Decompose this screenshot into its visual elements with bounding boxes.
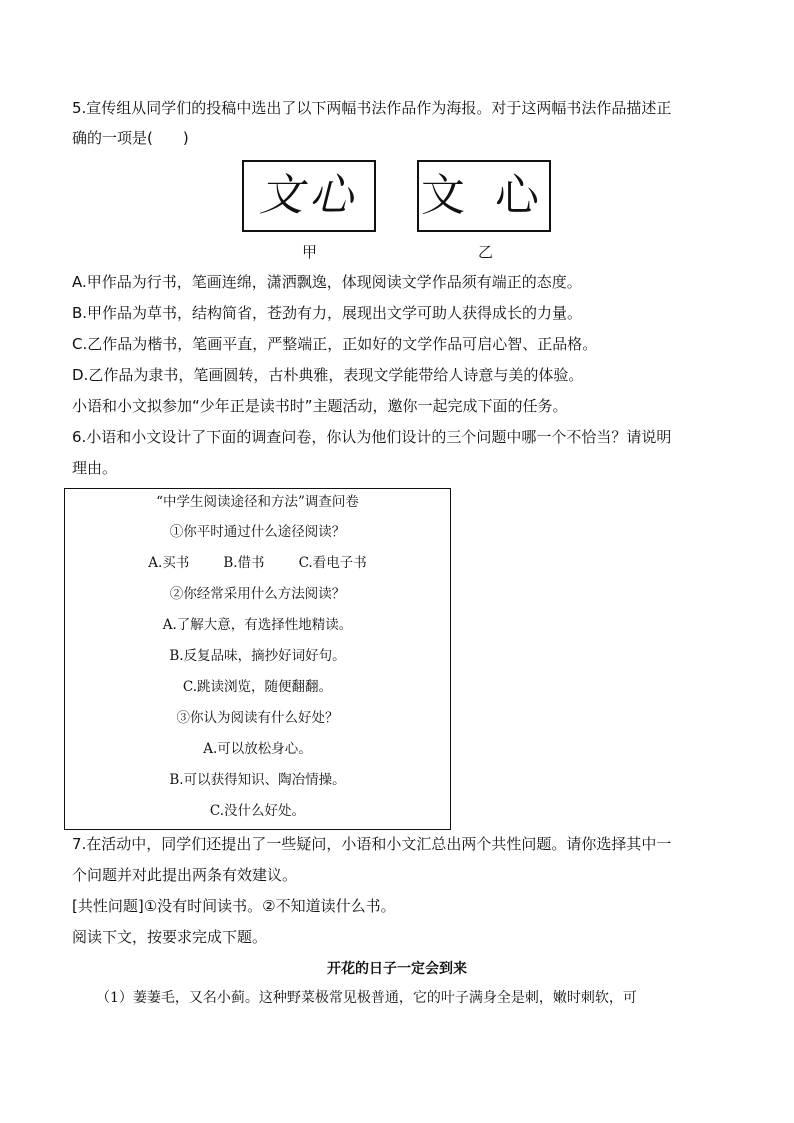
survey-q1-option-c: C.看电子书 [298,555,367,571]
q5-line2: 确的一项是( ) [72,129,189,147]
q7-common-problems: [共性问题]①没有时间读书。②不知道读什么书。 [72,897,396,915]
reading-title: 开花的日子一定会到来 [327,961,467,977]
survey-q3-option-b: B.可以获得知识、陶冶情操。 [169,772,346,788]
q5-line1: 5.宣传组从同学们的投稿中选出了以下两幅书法作品作为海报。对于这两幅书法作品描述正 [72,99,672,117]
survey-title: “中学生阅读途径和方法”调查问卷 [156,494,359,510]
survey-q1: ①你平时通过什么途径阅读？ [169,524,346,540]
survey-q1-option-a: A.买书 [148,555,190,571]
survey-box [64,488,451,830]
q5-option-b: B.甲作品为草书，结构简省，苍劲有力，展现出文学可助人获得成长的力量。 [72,304,583,322]
survey-q1-options [65,554,450,572]
survey-q2-option-b: B.反复品味，摘抄好词好句。 [169,648,346,664]
q7-line2: 个问题并对此提出两条有效建议。 [72,866,298,884]
calligraphy-work-yi [417,160,551,232]
q5-option-a: A.甲作品为行书，笔画连绵，潇洒飘逸，体现阅读文学作品须有端正的态度。 [72,273,582,291]
survey-q3-option-a: A.可以放松身心。 [203,741,312,757]
q6-line2: 理由。 [72,459,118,477]
q6-line1: 6.小语和小文设计了下面的调查问卷，你认为他们设计的三个问题中哪一个不恰当？请说明 [72,428,672,446]
caption-jia: 甲 [302,243,318,261]
q7-line1: 7.在活动中，同学们还提出了一些疑问，小语和小文汇总出两个共性问题。请你选择其中一 [72,835,672,853]
survey-q2-option-a: A.了解大意，有选择性地精读。 [162,617,353,633]
calligraphy-work-jia [242,160,376,232]
survey-q2: ②你经常采用什么方法阅读？ [169,586,346,602]
survey-q2-option-c: C.跳读浏览，随便翻翻。 [182,679,333,695]
calligraphy-chars: 文心 [259,170,359,221]
activity-intro: 小语和小文拟参加“少年正是读书时”主题活动，邀你一起完成下面的任务。 [72,397,568,415]
q5-option-c: C.乙作品为楷书，笔画平直，严整端正，正如好的文学作品可启心智、正品格。 [72,335,598,353]
survey-q3: ③你认为阅读有什么好处？ [176,710,339,726]
calligraphy-chars: 文 心 [421,170,547,221]
survey-q1-option-b: B.借书 [223,555,265,571]
survey-q3-option-c: C.没什么好处。 [209,803,306,819]
reading-paragraph-1: （1）萋萋毛，又名小蓟。这种野菜极常见极普通，它的叶子满身全是刺，嫩时刺软，可 [96,990,637,1006]
caption-yi: 乙 [478,243,494,261]
q5-option-d: D.乙作品为隶书，笔画圆转，古朴典雅，表现文学能带给人诗意与美的体验。 [72,366,584,384]
reading-instruction: 阅读下文，按要求完成下题。 [72,928,268,946]
